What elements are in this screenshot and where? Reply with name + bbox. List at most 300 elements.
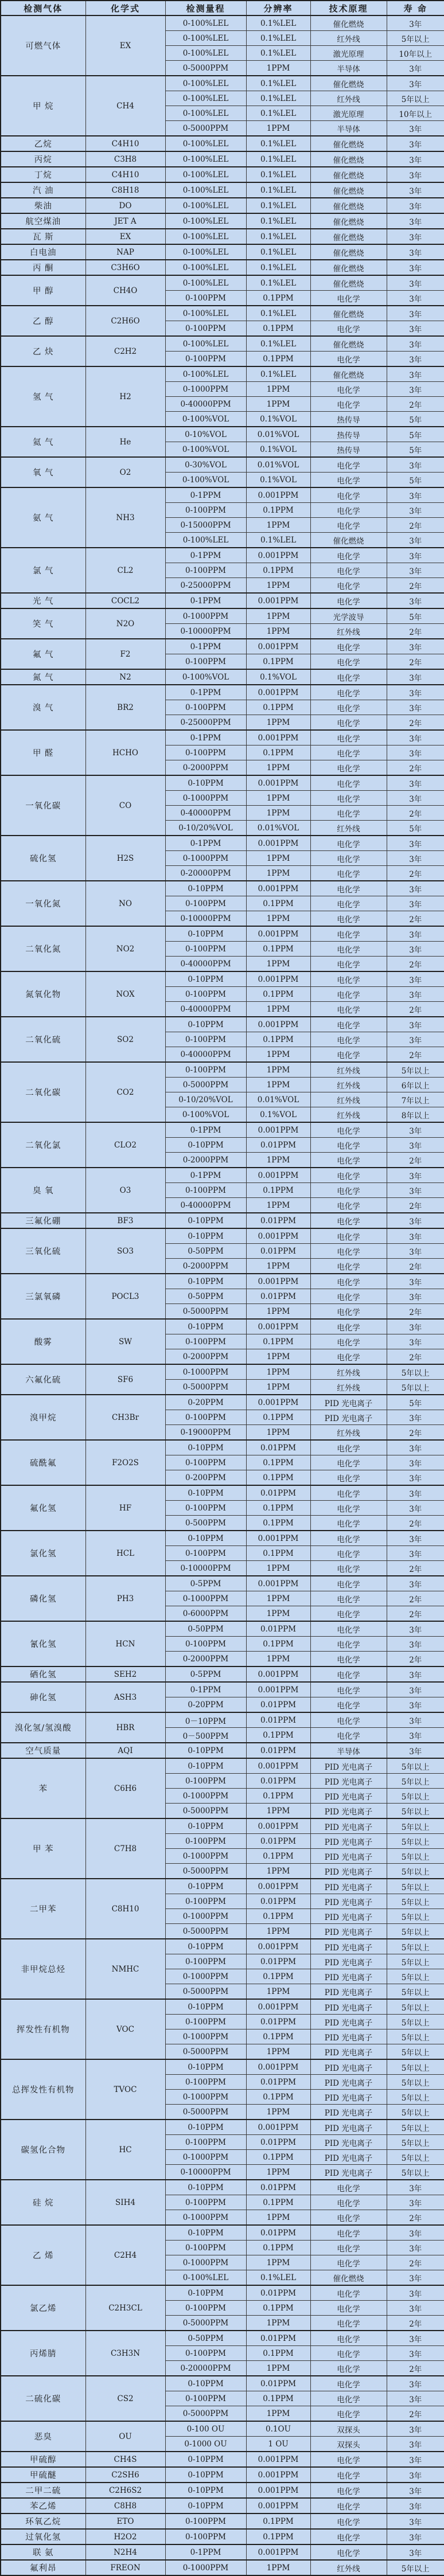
table-row <box>1 167 444 182</box>
lifespan-cell: 3年 <box>387 121 444 136</box>
resolution-cell: 0.1PPM <box>246 1334 310 1349</box>
resolution-cell: 0.1%LEL <box>246 91 310 106</box>
formula-cell: SO2 <box>85 1017 165 1062</box>
gas-name-cell: 瓦 斯 <box>1 229 85 244</box>
formula-cell: H2 <box>85 366 165 427</box>
gas-name-cell: 硒化氢 <box>1 1666 85 1682</box>
lifespan-cell: 2年 <box>387 1047 444 1063</box>
range-cell: 0-10PPM <box>165 775 246 791</box>
gas-name-cell: 二氧化氯 <box>1 1122 85 1168</box>
lifespan-cell: 3年 <box>387 1319 444 1334</box>
gas-name-cell: 甲 醛 <box>1 730 85 775</box>
range-cell: 0-10PPM <box>165 1879 246 1894</box>
lifespan-cell: 3年 <box>387 881 444 896</box>
lifespan-cell: 5年以上 <box>387 1834 444 1849</box>
range-cell: 0-5000PPM <box>165 1304 246 1320</box>
gas-name-cell: 氮氧化物 <box>1 971 85 1017</box>
range-cell: 0-100PPM <box>165 1062 246 1078</box>
table-row <box>1 427 444 442</box>
lifespan-cell: 3年 <box>387 198 444 213</box>
resolution-cell: 0.1PPM <box>246 2090 310 2105</box>
principle-cell: PID 光电离子 <box>310 1849 387 1864</box>
range-cell: 0-20000PPM <box>165 2361 246 2376</box>
resolution-cell: 0.001PPM <box>246 775 310 791</box>
table-row <box>1 1576 444 1591</box>
table-row <box>1 1531 444 1546</box>
resolution-cell: 0.1PPM <box>246 2150 310 2165</box>
resolution-cell: 0.1%LEL <box>246 275 310 291</box>
lifespan-cell: 3年 <box>387 1228 444 1244</box>
range-cell: 0-5000PPM <box>165 2044 246 2060</box>
lifespan-cell: 5年以上 <box>387 1849 444 1864</box>
formula-cell: CO <box>85 775 165 836</box>
principle-cell: 电化学 <box>310 2361 387 2376</box>
range-cell: 0-10/20%VOL <box>165 821 246 836</box>
resolution-cell: 0.1PPM <box>246 2195 310 2210</box>
range-cell: 0-100%LEL <box>165 136 246 151</box>
gas-name-cell: 空气质量 <box>1 1743 85 1758</box>
range-cell: 0-100PPM <box>165 1894 246 1909</box>
lifespan-cell: 5年以上 <box>387 1804 444 1819</box>
lifespan-cell: 3年 <box>387 321 444 337</box>
gas-name-cell: 乙 醇 <box>1 306 85 336</box>
resolution-cell: 0.1PPM <box>246 1728 310 1743</box>
range-cell: 0-50PPM <box>165 1289 246 1304</box>
range-cell: 0-15000PPM <box>165 518 246 533</box>
principle-cell: 催化燃烧 <box>310 336 387 352</box>
lifespan-cell: 2年 <box>387 2316 444 2331</box>
resolution-cell: 1PPM <box>246 2255 310 2270</box>
formula-cell: SEH2 <box>85 1666 165 1682</box>
range-cell: 0-100%LEL <box>165 336 246 352</box>
resolution-cell: 1PPM <box>246 1259 310 1274</box>
gas-name-cell: 溴 气 <box>1 685 85 730</box>
gas-name-cell: 联 氨 <box>1 2544 85 2560</box>
formula-cell: C4H10 <box>85 167 165 182</box>
resolution-cell: 0.1PPM <box>246 1032 310 1047</box>
resolution-cell: 0.1%LEL <box>246 46 310 61</box>
range-cell: 0-100PPM <box>165 503 246 518</box>
formula-cell: He <box>85 427 165 457</box>
formula-cell: N2 <box>85 669 165 685</box>
range-cell: 0-100PPM <box>165 321 246 337</box>
resolution-cell: 1PPM <box>246 61 310 76</box>
range-cell: 0-5000PPM <box>165 1804 246 1819</box>
table-row <box>1 2498 444 2513</box>
lifespan-cell: 3年 <box>387 971 444 987</box>
gas-name-cell: 六氟化硫 <box>1 1364 85 1395</box>
lifespan-cell: 5年以上 <box>387 1984 444 2000</box>
principle-cell: 红外线 <box>310 31 387 46</box>
range-cell: 0-40000PPM <box>165 806 246 821</box>
principle-cell: 电化学 <box>310 1501 387 1516</box>
lifespan-cell: 2年 <box>387 518 444 533</box>
range-cell: 0-100PPM <box>165 1834 246 1849</box>
principle-cell: PID 光电离子 <box>310 1395 387 1410</box>
table-row <box>1 1743 444 1758</box>
principle-cell: 热传导 <box>310 442 387 458</box>
resolution-cell: 1PPM <box>246 1380 310 1395</box>
gas-name-cell: 航空煤油 <box>1 213 85 229</box>
formula-cell: F2 <box>85 639 165 669</box>
resolution-cell: 0.001PPM <box>246 1879 310 1894</box>
range-cell: 0-100PPM <box>165 2241 246 2255</box>
lifespan-cell: 5年以上 <box>387 1909 444 1924</box>
lifespan-cell: 3年 <box>387 1410 444 1425</box>
table-header <box>1 1 444 15</box>
table-body <box>1 15 444 2575</box>
formula-cell: C2SH6 <box>85 2467 165 2483</box>
principle-cell: 电化学 <box>310 2452 387 2467</box>
principle-cell: PID 光电离子 <box>310 2015 387 2029</box>
formula-cell: SW <box>85 1319 165 1364</box>
range-cell: 0-100PPM <box>165 1410 246 1425</box>
lifespan-cell: 3年 <box>387 2241 444 2255</box>
resolution-cell: 0.1PPM <box>246 321 310 337</box>
range-cell: 0-100PPM <box>165 1032 246 1047</box>
lifespan-cell: 2年 <box>387 397 444 412</box>
resolution-cell: 0.001PPM <box>246 1017 310 1032</box>
resolution-cell: 0.1%LEL <box>246 366 310 382</box>
resolution-cell: 1PPM <box>246 1153 310 1168</box>
table-row <box>1 366 444 382</box>
table-row <box>1 244 444 260</box>
lifespan-cell: 3年 <box>387 1183 444 1198</box>
principle-cell: 红外线 <box>310 1078 387 1092</box>
range-cell: 0-10PPM <box>165 2225 246 2241</box>
range-cell: 0-40000PPM <box>165 397 246 412</box>
principle-cell: 电化学 <box>310 518 387 533</box>
formula-cell: NMHC <box>85 1939 165 1999</box>
resolution-cell: 1PPM <box>246 911 310 927</box>
principle-cell: 电化学 <box>310 1591 387 1606</box>
lifespan-cell: 2年 <box>387 654 444 670</box>
lifespan-cell: 3年 <box>387 2285 444 2301</box>
table-row <box>1 2285 444 2301</box>
gas-name-cell: 三氟化硼 <box>1 1213 85 1228</box>
resolution-cell: 0.01PPM <box>246 2015 310 2029</box>
resolution-cell: 0.001PPM <box>246 926 310 942</box>
principle-cell: 红外线 <box>310 624 387 639</box>
lifespan-cell: 2年 <box>387 806 444 821</box>
resolution-cell: 0.001PPM <box>246 1122 310 1138</box>
table-row <box>1 2120 444 2135</box>
resolution-cell: 0.01PPM <box>246 2135 310 2150</box>
lifespan-cell: 5年以上 <box>387 2105 444 2120</box>
lifespan-cell: 2年 <box>387 1259 444 1274</box>
gas-name-cell: 氮 气 <box>1 669 85 685</box>
formula-cell: C7H8 <box>85 1818 165 1879</box>
range-cell: 0-10PPM <box>165 881 246 896</box>
resolution-cell: 0.1PPM <box>246 2241 310 2255</box>
lifespan-cell: 3年 <box>387 2498 444 2513</box>
gas-name-cell: 氯乙烯 <box>1 2285 85 2331</box>
resolution-cell: 1PPM <box>246 624 310 639</box>
resolution-cell: 1PPM <box>246 1047 310 1063</box>
range-cell: 0-5000PPM <box>165 2105 246 2120</box>
range-cell: 0-1PPM <box>165 685 246 700</box>
gas-name-cell: 溴甲烷 <box>1 1395 85 1440</box>
resolution-cell: 0.1PPM <box>246 2346 310 2361</box>
principle-cell: 电化学 <box>310 473 387 488</box>
range-cell: 0-10PPM <box>165 1440 246 1455</box>
principle-cell: 电化学 <box>310 1168 387 1183</box>
formula-cell: C3H8 <box>85 151 165 167</box>
lifespan-cell: 2年 <box>387 1304 444 1320</box>
range-cell: 0-5PPM <box>165 1576 246 1591</box>
resolution-cell: 0.001PPM <box>246 1274 310 1289</box>
table-row <box>1 1682 444 1697</box>
lifespan-cell: 3年 <box>387 136 444 151</box>
principle-cell: 红外线 <box>310 91 387 106</box>
principle-cell: 电化学 <box>310 730 387 746</box>
lifespan-cell: 3年 <box>387 896 444 911</box>
lifespan-cell: 5年以上 <box>387 1062 444 1078</box>
resolution-cell: 0.001PPM <box>246 1758 310 1774</box>
principle-cell: 电化学 <box>310 593 387 608</box>
principle-cell: 电化学 <box>310 548 387 563</box>
resolution-cell: 0.01PPM <box>246 2331 310 2346</box>
range-cell: 0-100PPM <box>165 987 246 1002</box>
range-cell: 0-10PPM <box>165 1274 246 1289</box>
resolution-cell: 0.001PPM <box>246 1939 310 1954</box>
resolution-cell: 0.1PPM <box>246 987 310 1002</box>
principle-cell: 电化学 <box>310 1153 387 1168</box>
resolution-cell: 0.001PPM <box>246 1319 310 1334</box>
range-cell: 0-500PPM <box>165 1516 246 1531</box>
range-cell: 0-1PPM <box>165 2544 246 2560</box>
range-cell: 0-10PPM <box>165 1017 246 1032</box>
lifespan-cell: 3年 <box>387 182 444 198</box>
resolution-cell: 0.1PPM <box>246 896 310 911</box>
formula-cell: O2 <box>85 457 165 487</box>
table-row <box>1 336 444 352</box>
lifespan-cell: 3年 <box>387 851 444 866</box>
resolution-cell: 0.1%LEL <box>246 260 310 275</box>
resolution-cell: 0.1PPM <box>246 2301 310 2316</box>
principle-cell: 电化学 <box>310 1470 387 1486</box>
principle-cell: 电化学 <box>310 1728 387 1743</box>
range-cell: 0-5000PPM <box>165 1984 246 2000</box>
range-cell: 0-100PPM <box>165 1637 246 1652</box>
lifespan-cell: 2年 <box>387 2255 444 2270</box>
lifespan-cell: 5年 <box>387 1395 444 1410</box>
range-cell: 0-10PPM <box>165 1213 246 1228</box>
principle-cell: 红外线 <box>310 1092 387 1107</box>
range-cell: 0-5000PPM <box>165 1864 246 1879</box>
gas-name-cell: 汽 油 <box>1 182 85 198</box>
lifespan-cell: 3年 <box>387 457 444 473</box>
resolution-cell: 0.1PPM <box>246 942 310 957</box>
lifespan-cell: 3年 <box>387 260 444 275</box>
formula-cell: ETO <box>85 2513 165 2529</box>
principle-cell: 电化学 <box>310 2331 387 2346</box>
principle-cell: 红外线 <box>310 1425 387 1441</box>
header-principle: 技术原理 <box>310 1 387 15</box>
lifespan-cell: 3年 <box>387 730 444 746</box>
resolution-cell: 0.1PPM <box>246 2391 310 2406</box>
lifespan-cell: 3年 <box>387 942 444 957</box>
principle-cell: 催化燃烧 <box>310 260 387 275</box>
table-row <box>1 182 444 198</box>
lifespan-cell: 3年 <box>387 1017 444 1032</box>
resolution-cell: 0.1PPM <box>246 2529 310 2544</box>
range-cell: 0-5000PPM <box>165 1924 246 1939</box>
lifespan-cell: 3年 <box>387 2437 444 2452</box>
lifespan-cell: 2年 <box>387 1591 444 1606</box>
range-cell: 0-100%VOL <box>165 442 246 458</box>
resolution-cell: 0.1PPM <box>246 746 310 760</box>
range-cell: 0-10PPM <box>165 1531 246 1546</box>
principle-cell: 电化学 <box>310 1047 387 1063</box>
resolution-cell: 0.001PPM <box>246 2467 310 2483</box>
table-row <box>1 2059 444 2075</box>
resolution-cell: 0.001PPM <box>246 2120 310 2135</box>
range-cell: 0-1000PPM <box>165 1849 246 1864</box>
lifespan-cell: 3年 <box>387 1334 444 1349</box>
principle-cell: 电化学 <box>310 806 387 821</box>
range-cell: 0-10PPM <box>165 2483 246 2498</box>
range-cell: 0-1PPM <box>165 487 246 503</box>
lifespan-cell: 3年 <box>387 275 444 291</box>
principle-cell: 电化学 <box>310 866 387 881</box>
gas-name-cell: 苯 <box>1 1758 85 1818</box>
range-cell: 0-100%LEL <box>165 213 246 229</box>
gas-name-cell: 二氧化碳 <box>1 1062 85 1122</box>
table-row <box>1 1168 444 1183</box>
lifespan-cell: 2年 <box>387 1198 444 1213</box>
table-row <box>1 1440 444 1455</box>
range-cell: 0-100%LEL <box>165 31 246 46</box>
gas-name-cell: 一氧化碳 <box>1 775 85 836</box>
gas-name-cell: 乙 炔 <box>1 336 85 366</box>
range-cell: 0-100PPM <box>165 896 246 911</box>
table-row <box>1 136 444 151</box>
principle-cell: 电化学 <box>310 1637 387 1652</box>
gas-name-cell: 硫化氢 <box>1 836 85 881</box>
range-cell: 0-100%LEL <box>165 167 246 182</box>
formula-cell: CH4 <box>85 76 165 136</box>
resolution-cell: 0.001PPM <box>246 2544 310 2560</box>
range-cell: 0-10PPM <box>165 1758 246 1774</box>
lifespan-cell: 3年 <box>387 1274 444 1289</box>
lifespan-cell: 5年以上 <box>387 1789 444 1804</box>
range-cell: 0-100%LEL <box>165 244 246 260</box>
principle-cell: 电化学 <box>310 700 387 715</box>
range-cell: 0－500PPM <box>165 1728 246 1743</box>
table-row <box>1 2421 444 2437</box>
lifespan-cell: 3年 <box>387 336 444 352</box>
gas-name-cell: 环氧乙烷 <box>1 2513 85 2529</box>
principle-cell: 电化学 <box>310 851 387 866</box>
table-row <box>1 2180 444 2195</box>
formula-cell: TVOC <box>85 2059 165 2120</box>
principle-cell: PID 光电离子 <box>310 1758 387 1774</box>
principle-cell: 电化学 <box>310 1334 387 1349</box>
formula-cell: C2H4 <box>85 2225 165 2285</box>
resolution-cell: 0.01PPM <box>246 1213 310 1228</box>
gas-name-cell: 挥发性有机物 <box>1 1999 85 2059</box>
lifespan-cell: 2年 <box>387 760 444 776</box>
range-cell: 0-5000PPM <box>165 121 246 136</box>
lifespan-cell: 10年以上 <box>387 106 444 121</box>
principle-cell: 催化燃烧 <box>310 275 387 291</box>
resolution-cell: 0.1PPM <box>246 1637 310 1652</box>
resolution-cell: 0.1%LEL <box>246 306 310 321</box>
resolution-cell: 0.01PPM <box>246 1712 310 1728</box>
lifespan-cell: 5年以上 <box>387 2044 444 2060</box>
formula-cell: O3 <box>85 1168 165 1213</box>
range-cell: 0-100PPM <box>165 1183 246 1198</box>
resolution-cell: 1PPM <box>246 1062 310 1078</box>
table-row <box>1 213 444 229</box>
gas-name-cell: 乙烷 <box>1 136 85 151</box>
range-cell: 0-10PPM <box>165 1999 246 2015</box>
resolution-cell: 0.01PPM <box>246 2225 310 2241</box>
gas-name-cell: 磷化氢 <box>1 1576 85 1621</box>
table-row <box>1 2452 444 2467</box>
resolution-cell: 1PPM <box>246 608 310 624</box>
range-cell: 0-2000PPM <box>165 1349 246 1365</box>
resolution-cell: 0.01PPM <box>246 1834 310 1849</box>
resolution-cell: 0.1%VOL <box>246 473 310 488</box>
range-cell: 0-100PPM <box>165 291 246 306</box>
range-cell: 0-1000PPM <box>165 1969 246 1984</box>
formula-cell: PH3 <box>85 1576 165 1621</box>
resolution-cell: 0.1PPM <box>246 1470 310 1486</box>
principle-cell: 电化学 <box>310 1712 387 1728</box>
principle-cell: 电化学 <box>310 382 387 397</box>
table-row <box>1 639 444 654</box>
resolution-cell: 0.1PPM <box>246 1516 310 1531</box>
range-cell: 0-100PPM <box>165 2301 246 2316</box>
table-row <box>1 2376 444 2391</box>
table-row <box>1 1319 444 1334</box>
resolution-cell: 1PPM <box>246 121 310 136</box>
range-cell: 0-2000PPM <box>165 1153 246 1168</box>
resolution-cell: 0.01%VOL <box>246 427 310 442</box>
range-cell: 0-100%VOL <box>165 1107 246 1123</box>
resolution-cell: 0.1%LEL <box>246 182 310 198</box>
resolution-cell: 0.1PPM <box>246 1789 310 1804</box>
resolution-cell: 1PPM <box>246 1924 310 1939</box>
principle-cell: 电化学 <box>310 957 387 972</box>
table-row <box>1 2225 444 2241</box>
principle-cell: 电化学 <box>310 1697 387 1713</box>
lifespan-cell: 2年 <box>387 1652 444 1667</box>
principle-cell: 催化燃烧 <box>310 213 387 229</box>
range-cell: 0-100PPM <box>165 2391 246 2406</box>
principle-cell: 电化学 <box>310 987 387 1002</box>
principle-cell: 电化学 <box>310 2301 387 2316</box>
lifespan-cell: 3年 <box>387 548 444 563</box>
lifespan-cell: 3年 <box>387 533 444 548</box>
resolution-cell: 0.1PPM <box>246 1909 310 1924</box>
principle-cell: 电化学 <box>310 563 387 578</box>
lifespan-cell: 3年 <box>387 1244 444 1259</box>
lifespan-cell: 2年 <box>387 1606 444 1622</box>
resolution-cell: 1PPM <box>246 1606 310 1622</box>
resolution-cell: 0.001PPM <box>246 1682 310 1697</box>
gas-name-cell: 氟 气 <box>1 639 85 669</box>
principle-cell: 催化燃烧 <box>310 151 387 167</box>
principle-cell: 电化学 <box>310 1304 387 1320</box>
table-row <box>1 730 444 746</box>
lifespan-cell: 3年 <box>387 593 444 608</box>
resolution-cell: 1PPM <box>246 2210 310 2226</box>
range-cell: 0-50PPM <box>165 2331 246 2346</box>
lifespan-cell: 5年以上 <box>387 1894 444 1909</box>
